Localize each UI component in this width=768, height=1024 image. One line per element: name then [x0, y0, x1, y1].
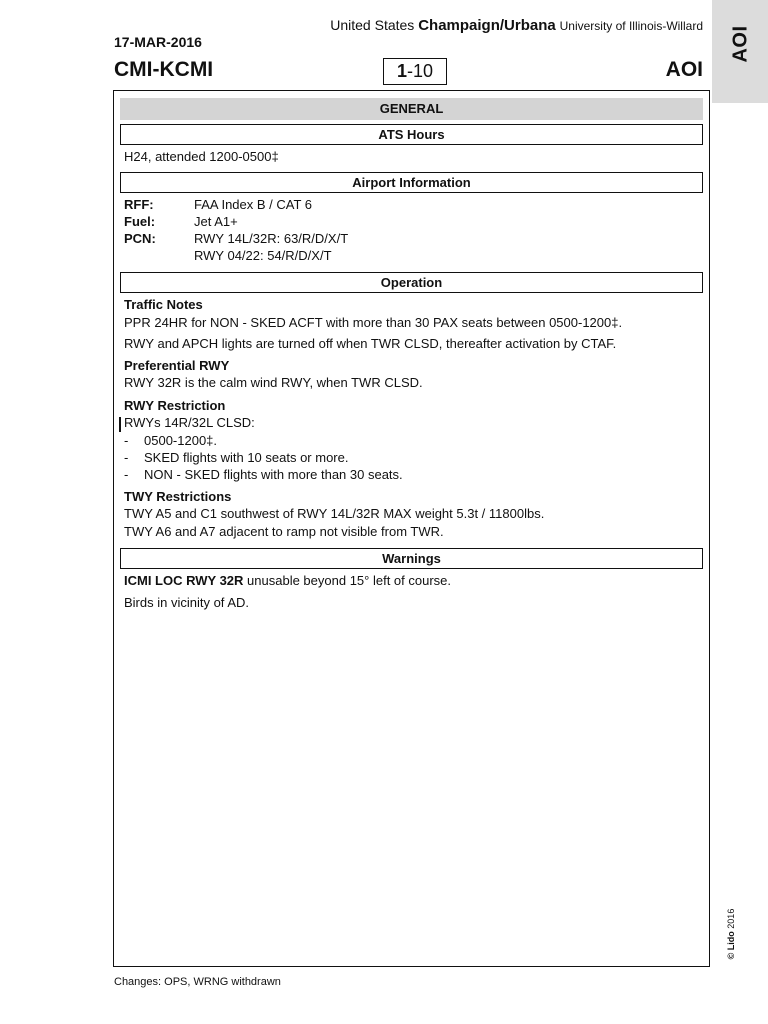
pcn-value-2: RWY 04/22: 54/R/D/X/T [194, 248, 332, 263]
warning-loc-rest: unusable beyond 15° left of course. [243, 573, 451, 588]
changes-footer: Changes: OPS, WRNG withdrawn [114, 976, 281, 988]
fuel-value: Jet A1+ [194, 214, 238, 229]
chart-date: 17-MAR-2016 [114, 34, 202, 50]
warning-loc-bold: ICMI LOC RWY 32R [124, 573, 244, 588]
section-code: AOI [665, 58, 703, 81]
traffic-notes-2: RWY and APCH lights are turned off when TWR CLSD, thereafter activation by CTAF. [124, 336, 617, 351]
warning-loc [124, 573, 451, 588]
page-number-sub: -10 [407, 61, 434, 81]
rff-label: RFF: [124, 197, 154, 212]
page-number-main: 1 [396, 61, 407, 81]
twy-restrictions-title: TWY Restrictions [124, 489, 232, 504]
side-tab-code: AOI [729, 25, 752, 63]
rff-value: FAA Index B / CAT 6 [194, 197, 313, 212]
preferential-rwy-text: RWY 32R is the calm wind RWY, when TWR CLSD. [124, 375, 423, 390]
list-bullet: - [124, 450, 129, 465]
list-bullet: - [124, 467, 129, 482]
section-airport-information: Airport Information [120, 172, 703, 193]
section-operation: Operation [120, 272, 703, 293]
change-bar [119, 417, 121, 432]
list-bullet: - [124, 433, 129, 448]
twy-restrictions-1: TWY A5 and C1 southwest of RWY 14L/32R MAX weight 5.3t / 11800lbs. [124, 506, 545, 521]
page-number [383, 58, 447, 85]
copyright-year: 2016 [726, 908, 736, 932]
traffic-notes-1: PPR 24HR for NON - SKED ACFT with more than 30 PAX seats between 0500-1200‡. [124, 315, 623, 330]
country: United States [330, 17, 415, 33]
rwy-restriction-intro: RWYs 14R/32L CLSD: [124, 415, 255, 430]
pcn-label: PCN: [124, 231, 156, 246]
rwy-restriction-item: 0500-1200‡. [144, 433, 218, 448]
location-header [330, 17, 703, 34]
twy-restrictions-2: TWY A6 and A7 adjacent to ramp not visible from TWR. [124, 524, 444, 539]
traffic-notes-title: Traffic Notes [124, 297, 203, 312]
preferential-rwy-title: Preferential RWY [124, 358, 230, 373]
warning-birds: Birds in vicinity of AD. [124, 595, 249, 610]
rwy-restriction-item: NON - SKED flights with more than 30 seats. [144, 467, 403, 482]
city: Champaign/Urbana [418, 17, 556, 34]
section-warnings: Warnings [120, 548, 703, 569]
section-ats-hours: ATS Hours [120, 124, 703, 145]
copyright [726, 909, 736, 960]
pcn-value-1: RWY 14L/32R: 63/R/D/X/T [194, 231, 349, 246]
rwy-restriction-title: RWY Restriction [124, 398, 226, 413]
ats-hours-text: H24, attended 1200-0500‡ [124, 149, 279, 164]
airport-name: University of Illinois-Willard [559, 19, 703, 33]
airport-code: CMI-KCMI [114, 58, 214, 81]
fuel-label: Fuel: [124, 214, 156, 229]
rwy-restriction-item: SKED flights with 10 seats or more. [144, 450, 349, 465]
copyright-brand: © Lido [726, 931, 736, 960]
section-general: GENERAL [120, 98, 703, 120]
